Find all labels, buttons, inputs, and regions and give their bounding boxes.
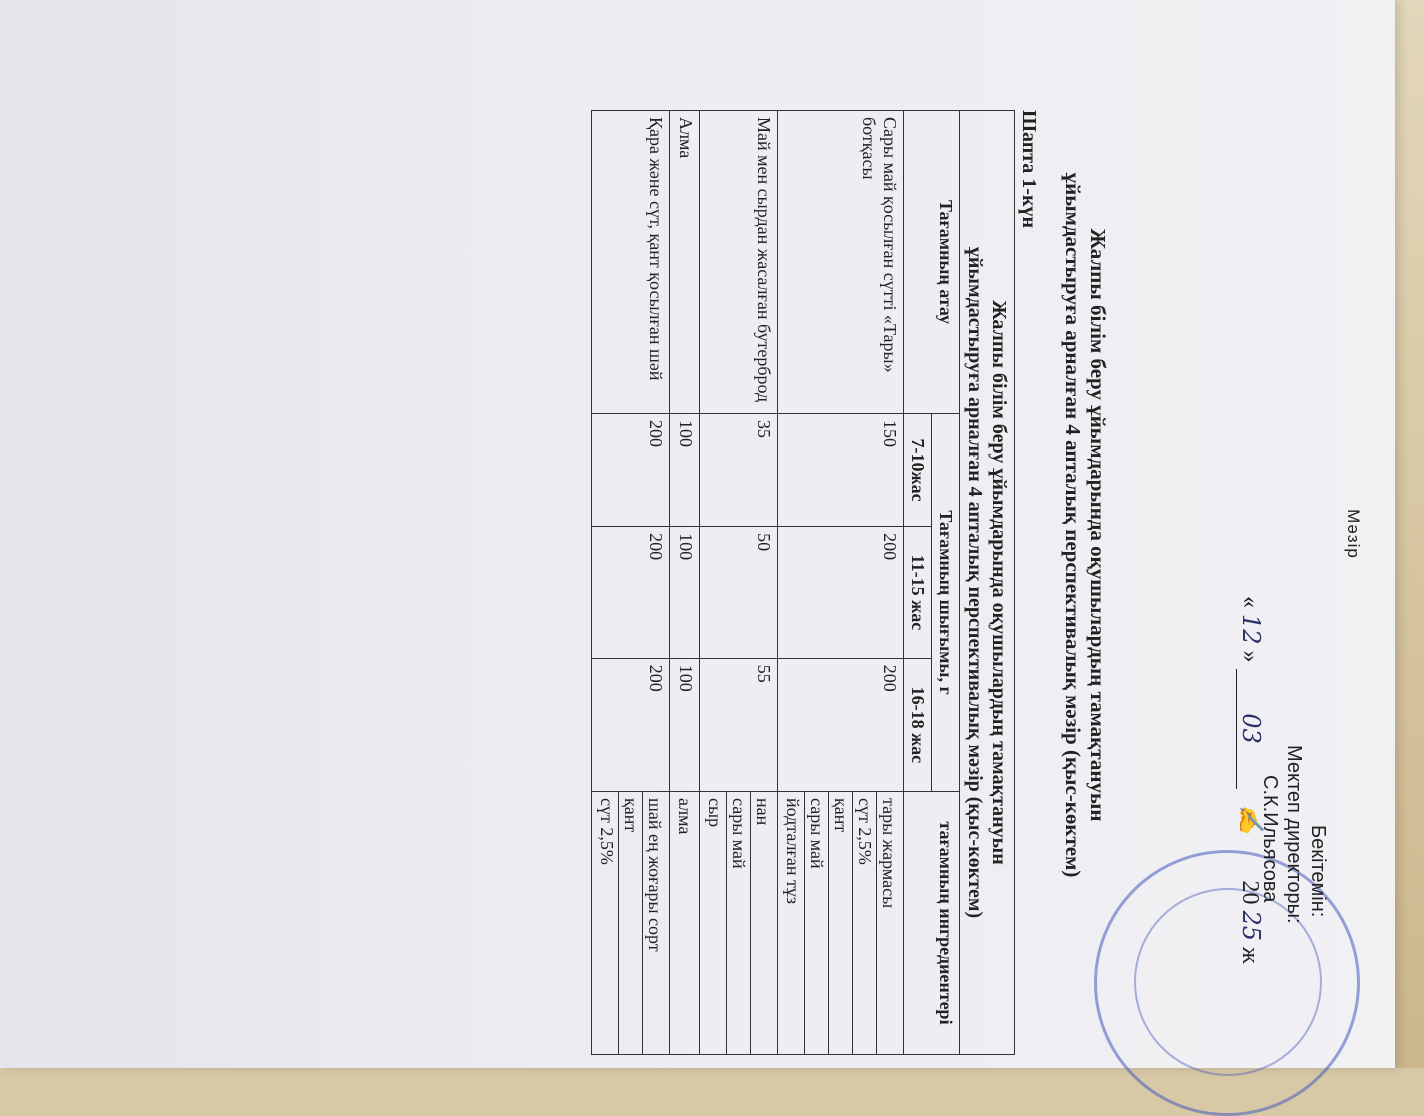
yield-value: 100 [670,414,700,527]
yield-value: 100 [670,527,700,659]
yield-value: 200 [592,527,670,659]
table-row [670,111,700,1055]
ingredients-cell [778,792,904,1055]
yield-value: 35 [700,414,778,527]
yield-column-header: Тағамның шығымы, г [932,414,960,792]
ingredients-cell [700,792,778,1055]
ingredient: сары май [804,792,828,1054]
ingredient: тары жармасы [876,792,900,1054]
ingredient: сүт 2,5% [852,792,876,1054]
dish-name: Қара және сүт, қант қосылған шәй [592,111,670,414]
dish-name: Май мен сырдан жасалған бутерброд [700,111,778,414]
menu-word: Мәзір [1344,509,1363,559]
ingredient: нан [750,792,774,1054]
ingredient: йодталған тұз [783,798,803,904]
ingredient: шай ең жоғары сорт [642,792,666,1054]
ingredient: сыр [705,798,725,828]
ingredient: сары май [726,792,750,1054]
table-row [592,111,670,1055]
ingredients-cell [670,792,700,1055]
director-position: Мектеп директоры: [1283,745,1305,924]
ingredient: қант [618,792,642,1054]
ingredient: қант [828,792,852,1054]
yield-value: 55 [700,658,778,791]
yield-value: 200 [592,414,670,527]
ingredients-cell [592,792,670,1055]
document-header: Жалпы білім беру ұйымдарында оқушылардың тамақтануын ұйымдастыруға арналған 4 апталық перспективалық мәзір (қыс-көктем) [1061,172,1110,878]
date-day: 12 [1237,614,1265,645]
table-row [700,111,778,1055]
day-label: Шапта 1-күн [1018,110,1040,228]
approved-label: Бекітемін: [1307,825,1329,918]
approval-block [1258,745,1330,924]
yield-value: 50 [700,527,778,659]
age-group-header: 7-10жас [904,414,932,527]
age-group-header: 11-15 жас [904,527,932,659]
table-row [778,111,904,1055]
age-group-header: 16-18 жас [904,658,932,791]
dish-name: Алма [670,111,700,414]
yield-value: 100 [670,658,700,791]
dish-column-header: Тағамның атау [904,111,960,414]
approval-date: « 12 » 03 ✍ 20 25 ж [1237,596,1265,964]
yield-value: 200 [778,658,904,791]
ingredient: алма [675,798,695,835]
table-title: Жалпы білім беру ұйымдарында оқушылардың тамақтануын ұйымдастыруға арналған 4 апталық перспективалық мәзір (қыс-көктем) [960,111,1015,1055]
signature: ✍ [1237,804,1265,835]
date-year: 25 [1237,910,1265,941]
ingredient: сүт 2,5% [597,798,617,865]
ingredients-column-header: тағамның ингредиентері [904,792,960,1055]
yield-value: 150 [778,414,904,527]
date-month: 03 [1236,669,1265,789]
menu-table [591,110,1015,1055]
yield-value: 200 [778,527,904,659]
yield-value: 200 [592,658,670,791]
dish-name: Сары май қосылған сүтті «Тары» ботқасы [778,111,904,414]
director-name: С.К.Ильясова [1259,775,1281,903]
